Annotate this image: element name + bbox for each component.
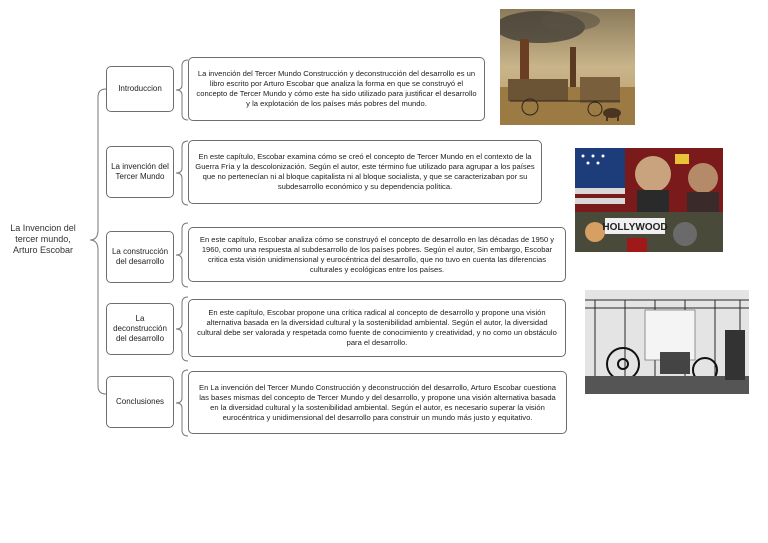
description-construccion-desarrollo bbox=[188, 227, 566, 282]
description-text: En este capítulo, Escobar propone una crítica radical al concepto de desarrollo y propone una visión alternativa basada en la diversidad cultural y la sostenibilidad ambiental. Según el autor, la diversidad cultural debe ser valorada y respetada como fuente de conocimiento y creatividad, y no como un obstáculo para el desarrollo. bbox=[197, 308, 557, 347]
collage-caption: HOLLYWOOD bbox=[602, 222, 668, 233]
branch-invencion-tercer-mundo[interactable] bbox=[106, 146, 174, 198]
branch-construccion-desarrollo[interactable] bbox=[106, 231, 174, 283]
branch-title: Introduccion bbox=[118, 84, 162, 93]
description-text: En este capítulo, Escobar examina cómo se creó el concepto de Tercer Mundo en el contexto de la Guerra Fría y la descolonización. Según el autor, este término fue utilizado para agrupar a los países que no pertenecían ni al bloque capitalista ni al bloque socialista, y que se caracterizaban por su subdesarrollo económico y su dependencia política. bbox=[195, 152, 535, 191]
description-introduccion bbox=[188, 57, 485, 121]
root-topic: La Invencion del tercer mundo, Arturo Escobar bbox=[10, 223, 76, 255]
factory-engraving-icon bbox=[585, 290, 749, 394]
branch-title: Conclusiones bbox=[115, 397, 165, 406]
description-text: La invención del Tercer Mundo Construcción y deconstrucción del desarrollo es un libro escrito por Arturo Escobar que analiza la forma en que se construyó el concepto de Tercer Mundo y cómo este ha sido utilizado para justificar el desarrollo y la explotación de los países más pobres del mundo. bbox=[196, 69, 477, 108]
political-collage-icon bbox=[575, 148, 723, 252]
description-invencion-tercer-mundo bbox=[188, 140, 542, 204]
branch-title: La construcción del desarrollo bbox=[111, 247, 169, 266]
description-text: En este capítulo, Escobar analiza cómo se construyó el concepto de desarrollo en las décadas de 1950 y 1960, como una respuesta al subdesarrollo de los países pobres. Según el autor, Sin embargo, Escobar critica esta visión unidimensional y eurocéntrica del desarrollo, que no tuvo en cuenta las diferencias culturales y ecológicas entre los países. bbox=[199, 234, 555, 274]
branch-conclusiones[interactable] bbox=[106, 376, 174, 428]
branch-title: La deconstrucción del desarrollo bbox=[113, 314, 167, 343]
factory-painting-icon bbox=[500, 9, 635, 125]
branch-deconstruccion-desarrollo[interactable] bbox=[106, 303, 174, 355]
description-text: En La invención del Tercer Mundo Construcción y deconstrucción del desarrollo, Arturo Escobar cuestiona las bases mismas del concepto de Tercer Mundo y del desarrollo, y propone una visión alternativa basada en la diversidad cultural y la sostenibilidad ambiental. Según el autor, es necesario superar la visión eurocéntrica y unidimensional del desarrollo para construir un mundo más justo y equitativo. bbox=[199, 382, 556, 422]
description-conclusiones bbox=[188, 371, 567, 434]
branch-title: La invención del Tercer Mundo bbox=[111, 162, 169, 181]
branch-introduccion[interactable] bbox=[106, 66, 174, 112]
description-deconstruccion-desarrollo bbox=[188, 299, 566, 357]
main-brace bbox=[84, 70, 108, 410]
